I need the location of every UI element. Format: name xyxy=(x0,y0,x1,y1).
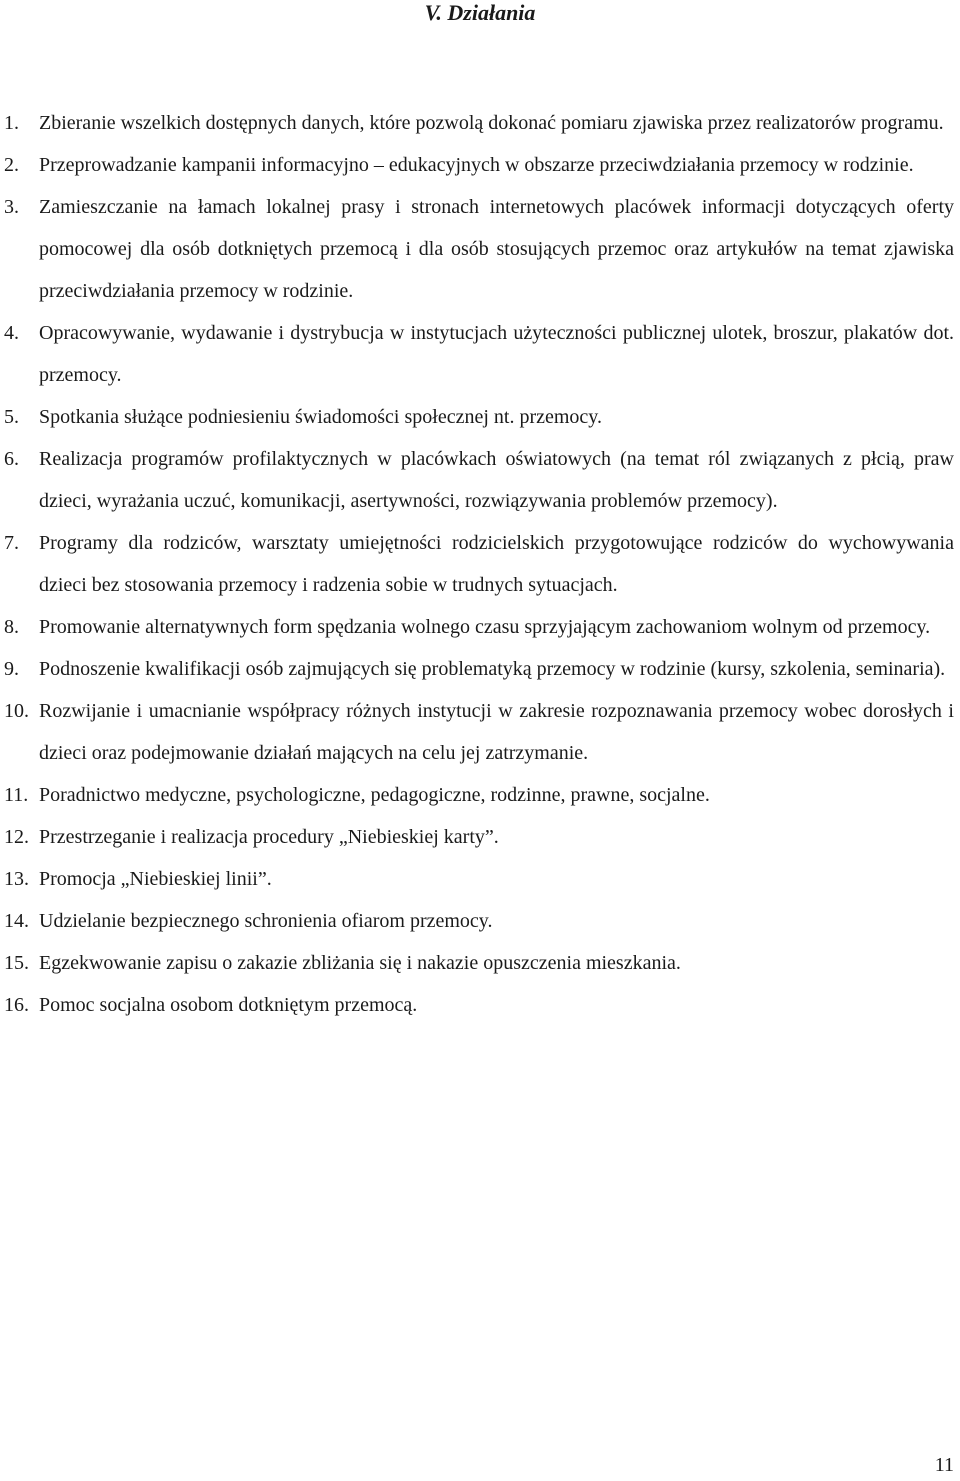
item-text: Opracowywanie, wydawanie i dystrybucja w instytucjach użyteczności publicznej ulotek, broszur, plakatów dot. przemocy. xyxy=(39,322,954,386)
item-number: 16. xyxy=(4,994,29,1016)
item-number: 1. xyxy=(4,112,19,134)
list-item xyxy=(0,102,960,144)
list-item xyxy=(0,144,960,186)
list-item xyxy=(0,606,960,648)
list-item xyxy=(0,312,960,396)
item-number: 3. xyxy=(4,196,19,218)
list-item xyxy=(0,900,960,942)
list-item xyxy=(0,816,960,858)
item-number: 13. xyxy=(4,868,29,890)
item-text: Programy dla rodziców, warsztaty umiejętności rodzicielskich przygotowujące rodziców do wychowywania dzieci bez stosowania przemocy i radzenia sobie w trudnych sytuacjach. xyxy=(39,532,954,596)
item-text: Zamieszczanie na łamach lokalnej prasy i stronach internetowych placówek informacji dotyczących oferty pomocowej dla osób dotkniętych przemocą i dla osób stosujących przemoc oraz artykułów na temat zjawiska przeciwdziałania przemocy w rodzinie. xyxy=(39,196,954,302)
item-number: 4. xyxy=(4,322,19,344)
list-item xyxy=(0,396,960,438)
actions-list xyxy=(0,102,960,1026)
item-text: Zbieranie wszelkich dostępnych danych, które pozwolą dokonać pomiaru zjawiska przez realizatorów programu. xyxy=(39,112,944,134)
item-number: 6. xyxy=(4,448,19,470)
list-item xyxy=(0,984,960,1026)
item-text: Podnoszenie kwalifikacji osób zajmujących się problematyką przemocy w rodzinie (kursy, szkolenia, seminaria). xyxy=(39,658,946,680)
item-text: Rozwijanie i umacnianie współpracy różnych instytucji w zakresie rozpoznawania przemocy wobec dorosłych i dzieci oraz podejmowanie działań mających na celu jej zatrzymanie. xyxy=(39,700,954,764)
item-number: 8. xyxy=(4,616,19,638)
item-number: 10. xyxy=(4,700,29,722)
list-item xyxy=(0,942,960,984)
item-text: Udzielanie bezpiecznego schronienia ofiarom przemocy. xyxy=(39,910,493,932)
item-text: Egzekwowanie zapisu o zakazie zbliżania się i nakazie opuszczenia mieszkania. xyxy=(39,952,681,974)
item-number: 15. xyxy=(4,952,29,974)
item-text: Promowanie alternatywnych form spędzania wolnego czasu sprzyjającym zachowaniom wolnym od przemocy. xyxy=(39,616,931,638)
section-title: V. Działania xyxy=(424,0,536,25)
list-item xyxy=(0,648,960,690)
page-number: 11 xyxy=(934,1454,954,1476)
list-item xyxy=(0,774,960,816)
item-text: Promocja „Niebieskiej linii”. xyxy=(39,868,272,890)
item-number: 11. xyxy=(4,784,29,806)
item-text: Poradnictwo medyczne, psychologiczne, pedagogiczne, rodzinne, prawne, socjalne. xyxy=(39,784,710,806)
list-item xyxy=(0,690,960,774)
item-number: 14. xyxy=(4,910,29,932)
item-number: 7. xyxy=(4,532,19,554)
list-item xyxy=(0,522,960,606)
item-text: Realizacja programów profilaktycznych w placówkach oświatowych (na temat ról związanych z płcią, praw dzieci, wyrażania uczuć, komunikacji, asertywności, rozwiązywania problemów przemocy). xyxy=(39,448,954,512)
item-number: 12. xyxy=(4,826,29,848)
item-text: Spotkania służące podniesieniu świadomości społecznej nt. przemocy. xyxy=(39,406,602,428)
list-item xyxy=(0,186,960,312)
item-text: Przeprowadzanie kampanii informacyjno – edukacyjnych w obszarze przeciwdziałania przemocy w rodzinie. xyxy=(39,154,914,176)
item-text: Przestrzeganie i realizacja procedury „Niebieskiej karty”. xyxy=(39,826,499,848)
list-item xyxy=(0,858,960,900)
item-text: Pomoc socjalna osobom dotkniętym przemocą. xyxy=(39,994,418,1016)
item-number: 2. xyxy=(4,154,19,176)
item-number: 5. xyxy=(4,406,19,428)
list-item xyxy=(0,438,960,522)
item-number: 9. xyxy=(4,658,19,680)
